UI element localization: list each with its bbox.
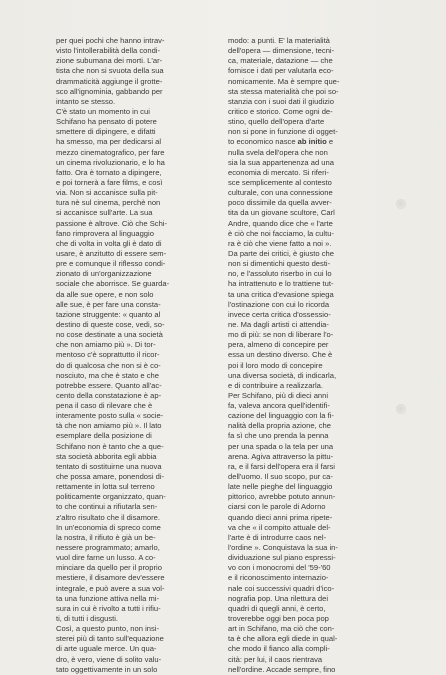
right-column-line: nale coi successivi quadri d'ico-: [228, 583, 335, 593]
left-column-line: sco all'ignominia, gabbando per: [56, 86, 163, 96]
left-column-line: minciare da quello per il proprio: [56, 563, 162, 573]
left-column-line: sterei più di tanto sull'equazione: [56, 634, 164, 644]
left-column-line: fano rimprovera al linguaggio: [56, 228, 154, 238]
right-column-line: quadri di quegli anni, è certo,: [228, 603, 326, 613]
right-column-line: ne. Ma dagli artisti ci attendia-: [228, 319, 329, 329]
right-column-line: poi il loro modo di concepire: [228, 360, 323, 370]
left-column-line: di arte uguale merce. Un qua-: [56, 644, 157, 654]
right-column-line: quando dieci anni prima ripete-: [228, 512, 333, 522]
right-column-line: arena. Agiva attraverso la pittu-: [228, 451, 334, 461]
right-column-line: ra, e il farsi dell'opera era il farsi: [228, 461, 335, 471]
left-column-line: z'altro risultato che il disamore.: [56, 512, 161, 522]
right-column-line: ta una critica d'evasione spiega: [228, 289, 334, 299]
left-column-line: fatto. Ora è tornato a dipingere,: [56, 167, 162, 177]
left-column-line: to che continui a rifiutarla sen-: [56, 502, 158, 512]
right-column-line: che modo il fianco alla compli-: [228, 644, 330, 654]
right-column-line: dell'uomo. Il suo scopo, pur ca-: [228, 472, 333, 482]
right-column-line: ra è ciò che viene fatto a noi ».: [228, 238, 332, 248]
left-column-line: pre e comunque il riflesso condi-: [56, 259, 166, 269]
left-column-line: la nostra, il rifiuto è già un be-: [56, 532, 156, 542]
left-column-line: nosciuto, ma che è stato e che: [56, 370, 159, 380]
left-column-line: ti, di tutti i disgusti.: [56, 614, 119, 624]
right-column-line: ha intrattenuto e lo trattiene tut-: [228, 279, 334, 289]
right-column-line: nalità della propria azione, che: [228, 421, 332, 431]
right-column-line: economia di mercato. Si riferi-: [228, 167, 329, 177]
right-column-line: fornisce i dati per valutarla eco-: [228, 66, 334, 76]
left-column-line: In un'economia di spreco come: [56, 522, 161, 532]
right-column-line: fa sì che uno prenda la penna: [228, 431, 329, 441]
left-column-line: sociale che aborrisce. Se guarda-: [56, 279, 170, 289]
left-column-line: passione è altrove. Ciò che Schi-: [56, 218, 168, 228]
left-column-line: che di volta in volta gli è dato di: [56, 238, 162, 248]
right-column-line: ta è che allora egli diede in qual-: [228, 634, 338, 644]
left-column-line: potrebbe essere. Quanto all'ac-: [56, 380, 162, 390]
right-column-line: mo di più: se non di liberare l'o-: [228, 330, 334, 340]
right-column-line: no, e l'assoluto riserbo in cui lo: [228, 269, 332, 279]
right-column-line: e il riconoscimento internazio-: [228, 573, 329, 583]
left-column-line: Schifano non è tanto che a que-: [56, 441, 164, 451]
right-column-line: art in Schifano, ma ciò che con-: [228, 624, 335, 634]
right-column-line: cità: per lui, il caos rientrava: [228, 654, 323, 664]
right-column-line: cazione del linguaggio con la fi-: [228, 411, 334, 421]
right-column-line: vo con i monocromi del '59-'60: [228, 563, 331, 573]
left-column-line: visto l'intollerabilità della condi-: [56, 46, 161, 56]
right-column-line: sia la sua appartenenza ad una: [228, 157, 334, 167]
left-column-line: cento della constatazione è ap-: [56, 390, 162, 400]
right-column-line: l'ordine ». Conquistava la sua in-: [228, 543, 338, 553]
left-column-line: intanto se stesso.: [56, 96, 116, 106]
emphasis-text: ab initio: [297, 137, 327, 147]
right-column-line: per una spada o la tela per una: [228, 441, 334, 451]
right-column-line: Da parte dei critici, è giusto che: [228, 248, 334, 258]
left-column-line: mezzo cinematografico, per fare: [56, 147, 165, 157]
left-column-line: alle sue, è per fare una consta-: [56, 299, 161, 309]
right-column-line: tita da un giovane scultore, Carl: [228, 208, 335, 218]
left-column-line: Così, a questo punto, non insi-: [56, 624, 160, 634]
left-column-line: ha smesso, ma per dedicarsi al: [56, 137, 162, 147]
left-column-line: pena il caso di rilevare che è: [56, 401, 153, 411]
left-column-line: drammaticità aggiunge il grotte-: [56, 76, 163, 86]
text-column-left: [56, 36, 196, 675]
left-column-line: tura nè sul cinema, perchè non: [56, 198, 161, 208]
left-column-line: zione subumana dei morti. L'ar-: [56, 56, 163, 66]
right-column-line: poco dissimile da quella avver-: [228, 198, 332, 208]
left-column-line: do di qualcosa che non si è co-: [56, 360, 161, 370]
left-column-line: nessere programmato; amarlo,: [56, 543, 160, 553]
right-column-line: critico e storico. Come ogni de-: [228, 106, 333, 116]
left-column-line: integrale, e può avere a sua vol-: [56, 583, 165, 593]
left-column-line: destino di queste cose, vedi, so-: [56, 319, 165, 329]
right-column-line: nulla svela dell'opera che non: [228, 147, 328, 157]
left-column-line: per quei pochi che hanno intrav-: [56, 36, 165, 45]
right-column-line: ciarsi con le parole di Adorno: [228, 502, 326, 512]
left-column-line: Schifano ha pensato di potere: [56, 117, 157, 127]
left-column-line: mestiere, il disamore dev'essere: [56, 573, 165, 583]
left-column-line: dro, è vero, viene di solito valu-: [56, 654, 162, 664]
left-column-line: via. Non si accanisce sulla pit-: [56, 188, 158, 198]
left-column-line: vuol dire farne un lusso. A co-: [56, 553, 156, 563]
right-column-line: nomicamente. Ma è sempre que-: [228, 76, 340, 86]
right-column-line: late nelle pieghe del linguaggio: [228, 482, 333, 492]
left-column-line: da alle sue opere, e non solo: [56, 289, 154, 299]
left-column-line: che non amiamo più ». Di tor-: [56, 340, 156, 350]
right-column-line: nell'ordine. Accade sempre, fino: [228, 664, 336, 674]
left-column-line: tato oggettivamente in un solo: [56, 664, 158, 674]
right-column-line: culturale, con una connessione: [228, 188, 333, 198]
right-column-line: sta stessa materialità che poi so-: [228, 86, 339, 96]
left-column-line: mentoso c'è soprattutto il ricor-: [56, 350, 160, 360]
left-column-line: no cose destinate a una società: [56, 330, 163, 340]
left-column-line: interamente posto sulla « socie-: [56, 411, 164, 421]
right-column-line: pittorico, avrebbe potuto annun-: [228, 492, 336, 502]
right-column-line: dividuazione sul piano espressi-: [228, 553, 336, 563]
right-column-line: essa un destino diverso. Che è: [228, 350, 333, 360]
right-column-line: ca, materiale, datazione — che: [228, 56, 333, 66]
left-column-line: e poi tornerà a fare films, e così: [56, 177, 163, 187]
right-column-line: è ciò che noi facciamo, la cultu-: [228, 228, 334, 238]
left-column-line: sta società abborita egli abbia: [56, 451, 157, 461]
left-column-line: rettamente in lotta sul terreno: [56, 482, 155, 492]
left-column-line: politicamente organizzato, quan-: [56, 492, 166, 502]
left-column-line: usare, è anzitutto di essere sem-: [56, 248, 167, 258]
right-column-line: dell'opera — dimensione, tecni-: [228, 46, 335, 56]
right-column-line: modo: a punti. E' la materialità: [228, 36, 330, 45]
left-column-line: tista che non si svuota della sua: [56, 66, 164, 76]
right-column-line: non si dimentichi questo desti-: [228, 259, 331, 269]
left-column-line: un cinema rivoluzionario, e lo ha: [56, 157, 165, 167]
left-column-line: C'è stato un momento in cui: [56, 106, 150, 116]
right-column-line: Andre, quando dice che « l'arte: [228, 218, 333, 228]
right-column-line: l'arte è di introdurre caos nel-: [228, 532, 327, 542]
right-column-line: nografia pop. Una rilettura dei: [228, 593, 329, 603]
text-column-right: [228, 36, 368, 675]
binder-hole-top: [396, 199, 406, 209]
right-column-line: to economico nasce ab initio e: [228, 137, 334, 147]
right-column-line: invece certa critica d'ossessio-: [228, 309, 331, 319]
left-column-line: ta una funzione attiva nella mi-: [56, 593, 159, 603]
left-column-line: sura in cui è rivolto a tutti i rifiu-: [56, 603, 161, 613]
left-column-line: smettere di dipingere, e difatti: [56, 127, 156, 137]
left-column-line: esemplare della posizione di: [56, 431, 152, 441]
right-column-line: Per Schifano, più di dieci anni: [228, 390, 329, 400]
left-column-line: che possa amare, ponendosi di-: [56, 472, 165, 482]
left-column-line: tà che non amiamo più ». Il lato: [56, 421, 162, 431]
left-column-line: tazione struggente: « quanto al: [56, 309, 161, 319]
right-column-line: stanzia con i suoi dati il giudizio: [228, 96, 334, 106]
right-column-line: non si pone in funzione di ogget-: [228, 127, 338, 137]
right-column-line: fa, valeva ancora quell'identifi-: [228, 401, 330, 411]
right-column-line: una diversa società, di indicarla,: [228, 370, 337, 380]
binder-hole-bottom: [396, 404, 406, 414]
right-column-line: pera, almeno di concepire per: [228, 340, 329, 350]
right-column-line: troverebbe oggi ben poca pop: [228, 614, 329, 624]
right-column-line: sce semplicemente al contesto: [228, 177, 332, 187]
right-column-line: e di contribuire a realizzarla.: [228, 380, 323, 390]
right-column-line: va che « il compito attuale del-: [228, 522, 331, 532]
left-column-line: zionato di un'organizzazione: [56, 269, 152, 279]
right-column-line: stino, quello dell'opera d'arte: [228, 117, 325, 127]
left-column-line: si accanisce sull'arte. La sua: [56, 208, 153, 218]
right-column-line: l'ostinazione con cui lo ricorda: [228, 299, 330, 309]
left-column-line: tentato di sostituirne una nuova: [56, 461, 162, 471]
